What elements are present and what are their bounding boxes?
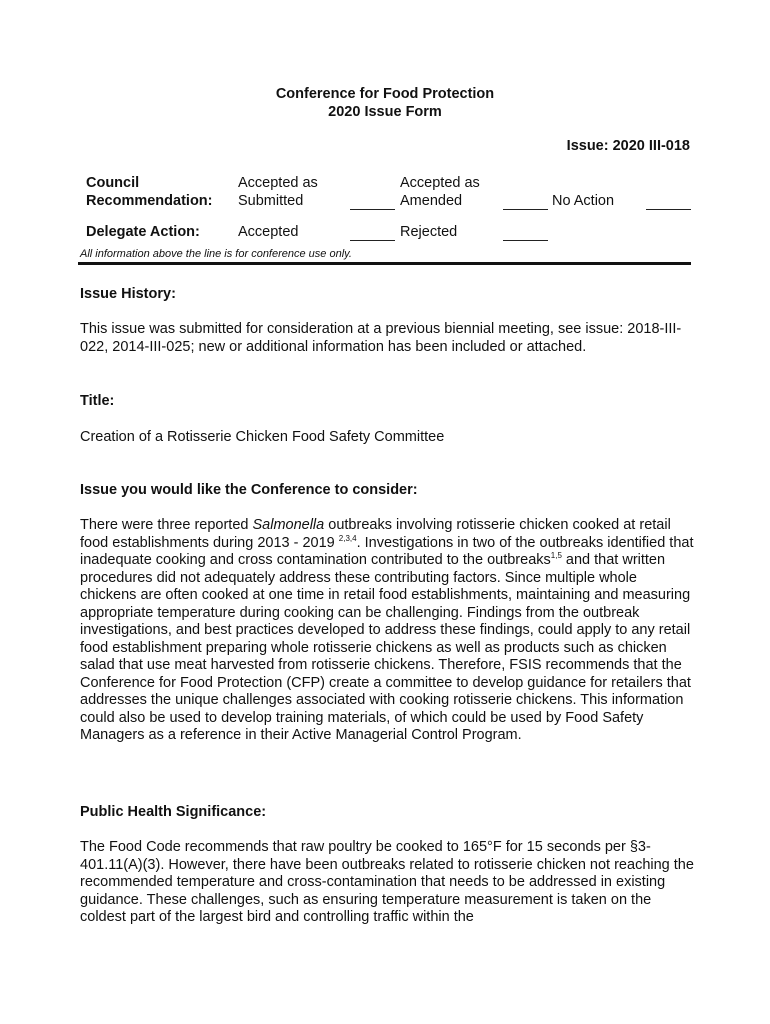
- salmonella-term: Salmonella: [252, 517, 325, 533]
- council-accepted-blank[interactable]: [350, 209, 395, 210]
- title-text: Creation of a Rotisserie Chicken Food Safety Committee: [80, 429, 445, 445]
- conference-use-note: All information above the line is for conference use only.: [80, 248, 352, 260]
- council-option-amended-line1: Accepted as: [400, 175, 480, 191]
- footnote-ref-1: 2,3,4: [338, 533, 357, 543]
- issue-consider-text-d: and that written procedures did not adequately address these contributing factors. Since multiple whole chickens are often cooked at one time in retail food establishments, maintaining and measuring appropriate temperature during cooking can be challenging. Findings from the outbreak investigations, and best practices developed to address these findings, could apply to any retail food establishment preparing whole rotisserie chickens as well as products such as chicken salad that use meat harvested from rotisserie chickens. Therefore, FSIS recommends that the Conference for Food Protection (CFP) create a committee to develop guidance for retailers that addresses the unique challenges associated with cooking rotisserie chickens. This information could also be used to develop training materials, of which could be used by Food Safety Managers as a reference in their Active Managerial Control Program.: [80, 552, 691, 743]
- council-amended-blank[interactable]: [503, 209, 548, 210]
- issue-history-text: This issue was submitted for consideration at a previous biennial meeting, see issue: 2018-III-022, 2014-III-025; new or additional information has been included or attached.: [80, 321, 682, 355]
- council-option-accepted-line2: Submitted: [238, 193, 304, 209]
- delegate-rejected-blank[interactable]: [503, 240, 548, 241]
- issue-history-heading: Issue History:: [80, 286, 176, 302]
- public-health-text: The Food Code recommends that raw poultry be cooked to 165°F for 15 seconds per §3-401.11(A)(3). However, there have been outbreaks related to rotisserie chicken not reaching the recommended temperature and cross-contamination that needs to be addressed in existing guidance. These challenges, such as ensuring temperature measurement is taken on the coldest part of the largest bird and controlling traffic within the: [80, 839, 694, 925]
- form-title: Conference for Food Protection: [275, 86, 495, 102]
- public-health-heading: Public Health Significance:: [80, 804, 267, 820]
- council-label-line1: Council: [86, 175, 140, 191]
- title-heading: Title:: [80, 393, 115, 409]
- delegate-accepted-blank[interactable]: [350, 240, 395, 241]
- footnote-ref-2: 1,5: [550, 551, 562, 561]
- issue-consider-text-b: outbreaks involving rotisserie chicken cooked at retail food establishments during 2013 - 2019: [80, 517, 671, 551]
- delegate-option-rejected: Rejected: [400, 224, 458, 240]
- delegate-option-accepted: Accepted: [238, 224, 299, 240]
- issue-consider-text-a: There were three reported: [80, 517, 253, 533]
- issue-consider-paragraph: [80, 517, 695, 745]
- council-option-amended-line2: Amended: [400, 193, 463, 209]
- issue-consider-text-c: . Investigations in two of the outbreaks identified that inadequate cooking and cross contamination contributed to the outbreaks: [80, 534, 694, 568]
- council-option-accepted-line1: Accepted as: [238, 175, 318, 191]
- council-option-no-action: No Action: [552, 193, 615, 209]
- issue-consider-heading: Issue you would like the Conference to consider:: [80, 482, 418, 498]
- form-subtitle: 2020 Issue Form: [328, 104, 442, 120]
- divider-line: [78, 262, 691, 265]
- issue-number: Issue: 2020 III-018: [566, 138, 690, 154]
- council-no-action-blank[interactable]: [646, 209, 691, 210]
- delegate-label: Delegate Action:: [86, 224, 200, 240]
- council-label-line2: Recommendation:: [86, 193, 213, 209]
